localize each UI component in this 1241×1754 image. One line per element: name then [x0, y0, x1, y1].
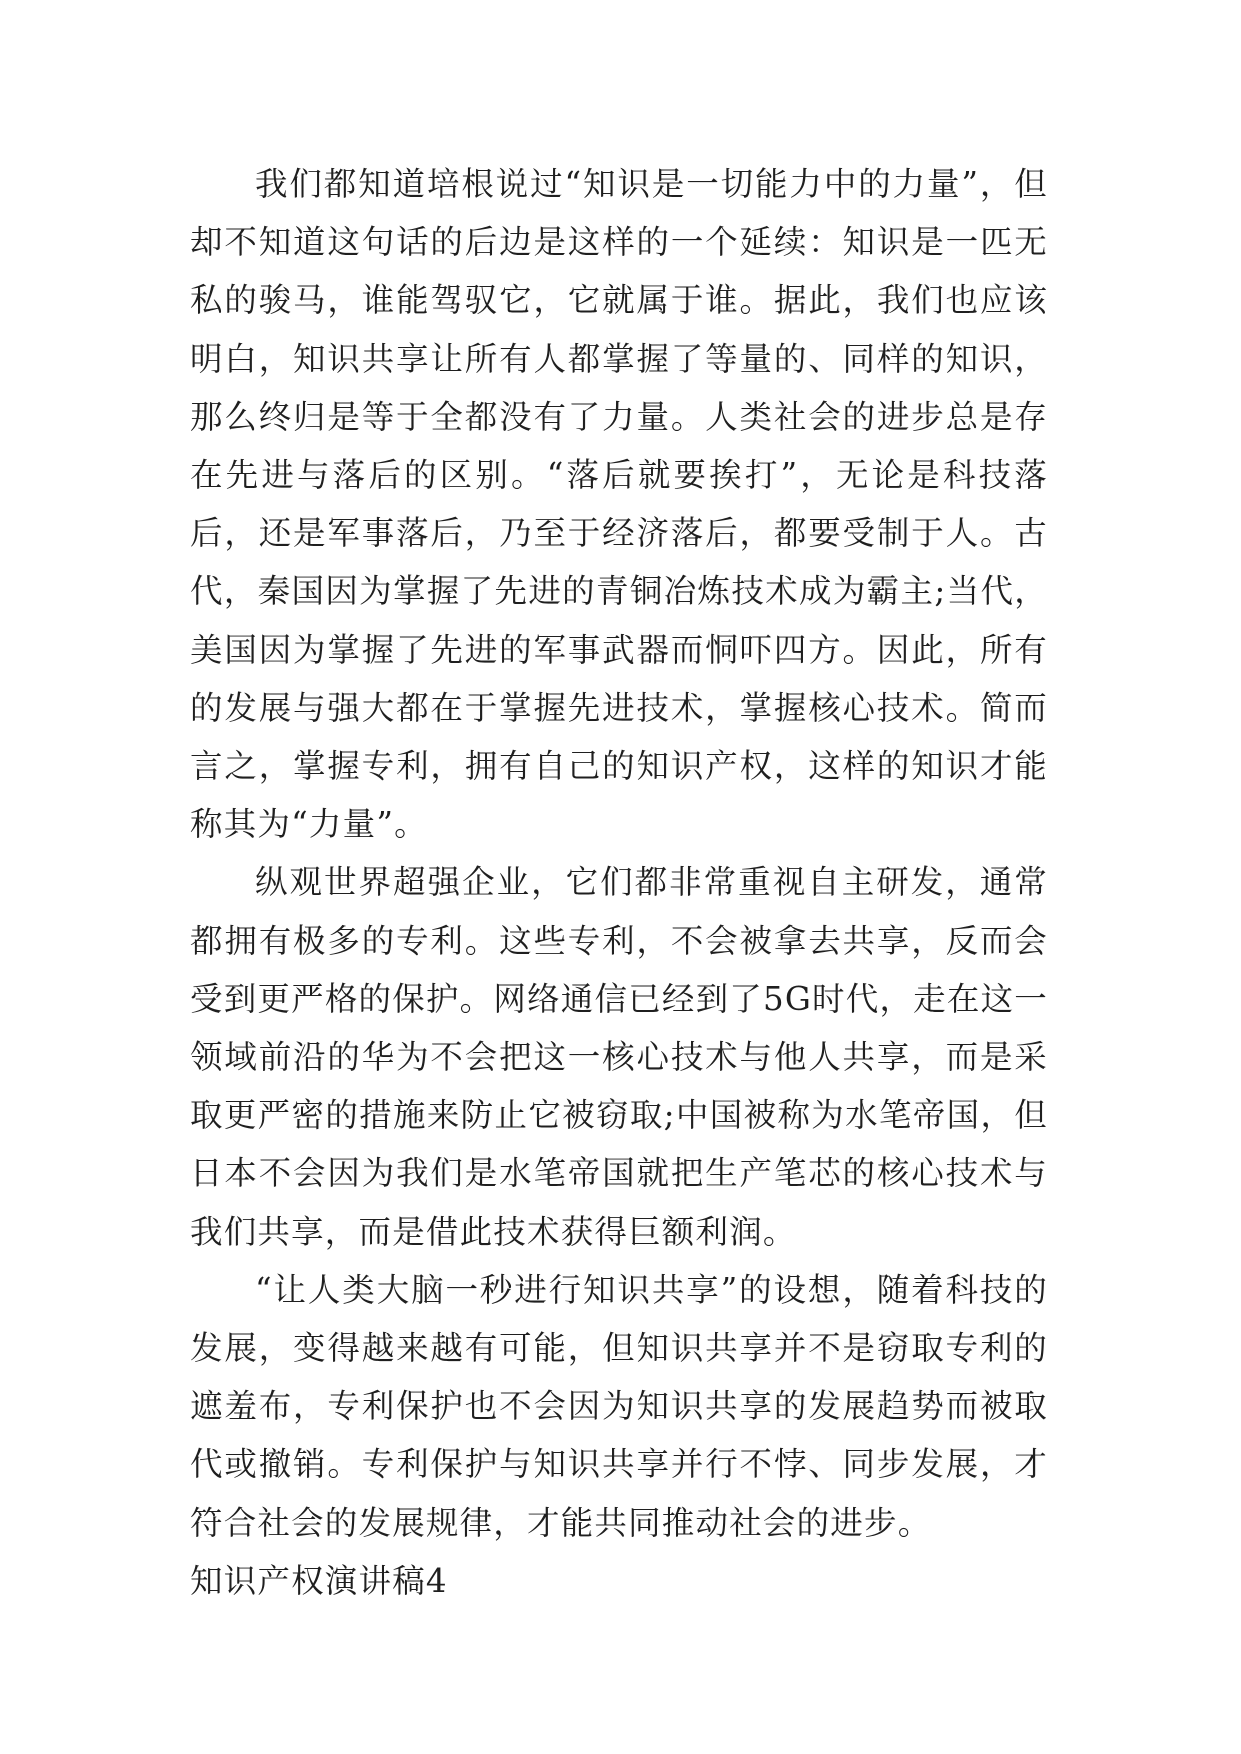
paragraph-1: 我们都知道培根说过“知识是一切能力中的力量”，但却不知道这句话的后边是这样的一个延续：知识是一匹无私的骏马，谁能驾驭它，它就属于谁。据此，我们也应该明白，知识共享让所有人都掌握了等量的、同样的知识，那么终归是等于全都没有了力量。人类社会的进步总是存在先进与落后的区别。“落后就要挨打”，无论是科技落后，还是军事落后，乃至于经济落后，都要受制于人。古代，秦国因为掌握了先进的青铜冶炼技术成为霸主;当代，美国因为掌握了先进的军事武器而恫吓四方。因此，所有的发展与强大都在于掌握先进技术，掌握核心技术。简而言之，掌握专利，拥有自己的知识产权，这样的知识才能称其为“力量”。	[190, 165, 1048, 844]
section-heading: 知识产权演讲稿4	[190, 1561, 448, 1600]
document-body	[190, 155, 1048, 1610]
paragraph-2: 纵观世界超强企业，它们都非常重视自主研发，通常都拥有极多的专利。这些专利，不会被拿去共享，反而会受到更严格的保护。网络通信已经到了5G时代，走在这一领域前沿的华为不会把这一核心技术与他人共享，而是采取更严密的措施来防止它被窃取;中国被称为水笔帝国，但日本不会因为我们是水笔帝国就把生产笔芯的核心技术与我们共享，而是借此技术获得巨额利润。	[190, 863, 1048, 1251]
paragraph-3: “让人类大脑一秒进行知识共享”的设想，随着科技的发展，变得越来越有可能，但知识共享并不是窃取专利的遮羞布，专利保护也不会因为知识共享的发展趋势而被取代或撤销。专利保护与知识共享并行不悖、同步发展，才符合社会的发展规律，才能共同推动社会的进步。	[190, 1270, 1048, 1542]
